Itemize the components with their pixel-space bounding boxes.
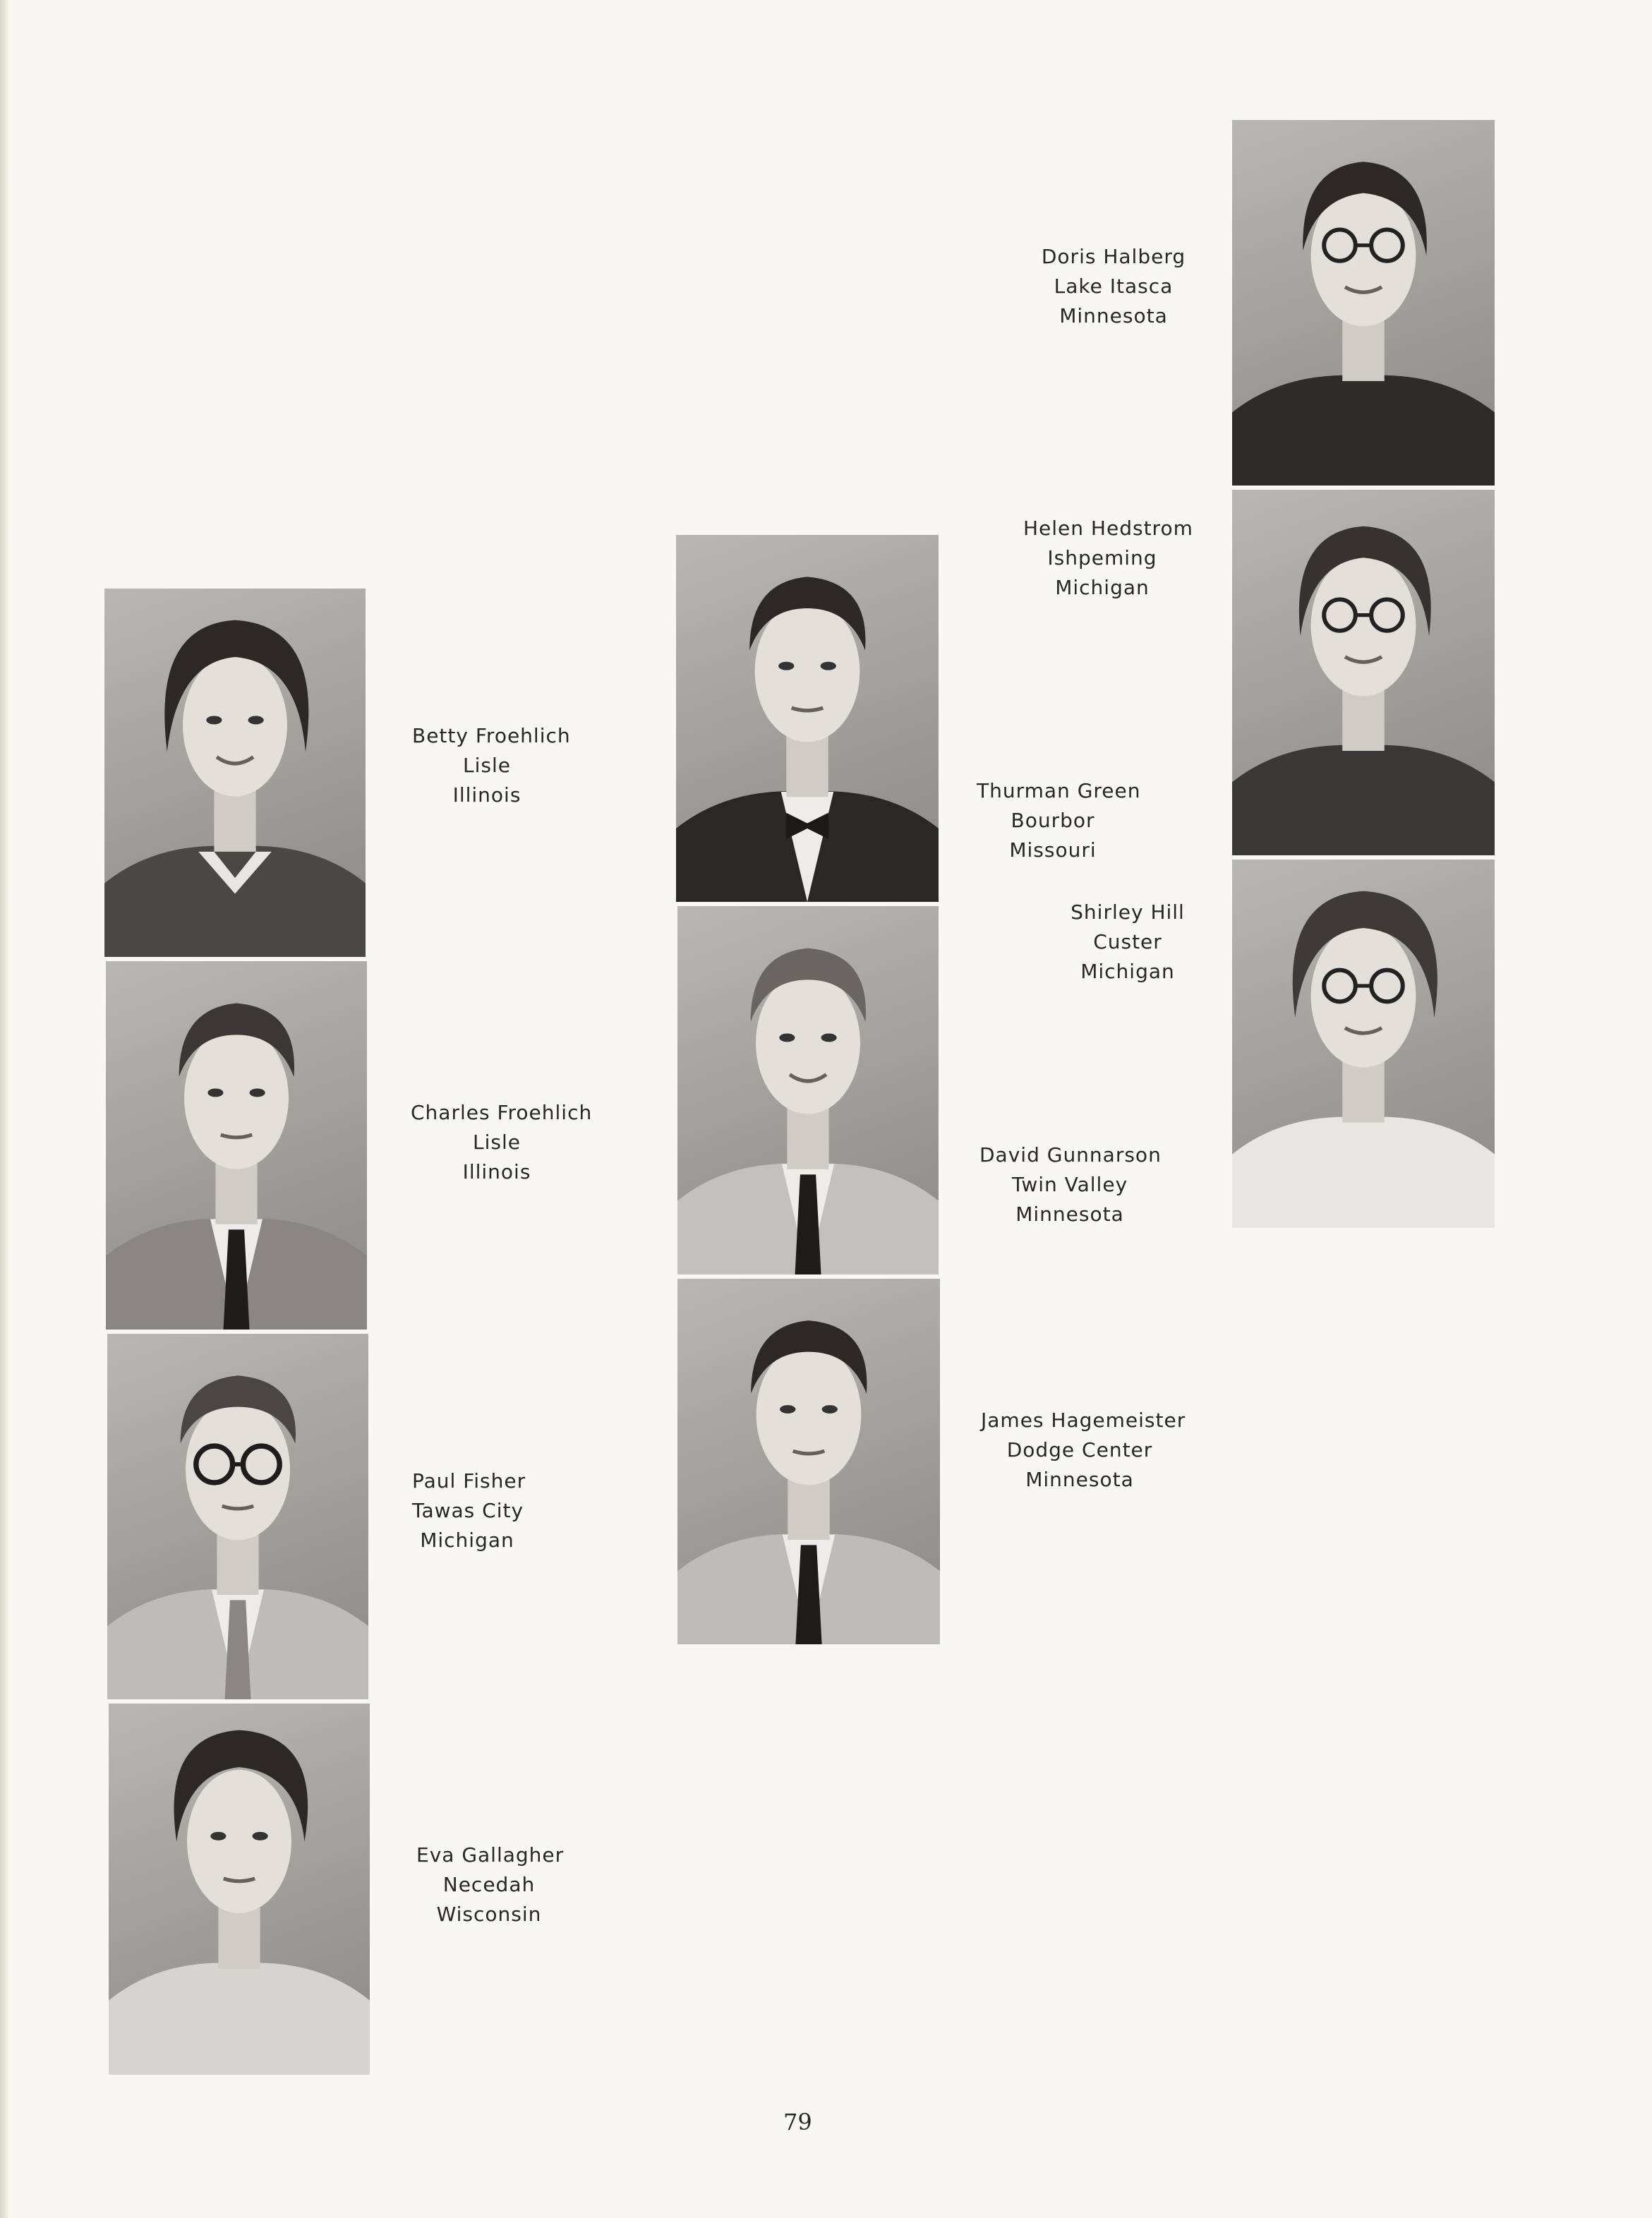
portrait-shirley-hill	[1232, 860, 1495, 1228]
page-edge	[0, 0, 10, 2218]
person-state: Illinois	[462, 1160, 531, 1183]
caption-helen-hedstrom	[1023, 514, 1193, 603]
caption-betty-froehlich	[412, 721, 571, 810]
portrait-betty-froehlich	[104, 589, 366, 957]
person-name: Eva Gallagher	[416, 1843, 565, 1867]
person-city: Lake Itasca	[1054, 275, 1174, 298]
person-state: Michigan	[1080, 960, 1175, 983]
caption-doris-halberg	[1037, 242, 1190, 331]
person-city: Custer	[1093, 930, 1162, 953]
person-name: James Hagemeister	[981, 1409, 1186, 1432]
person-city: Dodge Center	[1006, 1438, 1153, 1461]
portrait-doris-halberg	[1232, 120, 1495, 486]
person-city: Necedah	[442, 1873, 536, 1896]
person-city: Bourbor	[1011, 809, 1095, 832]
person-name: Doris Halberg	[1041, 245, 1186, 268]
person-city: Tawas City	[412, 1499, 524, 1522]
portrait-james-hagemeister	[677, 1279, 940, 1644]
person-city: Lisle	[473, 1131, 521, 1154]
person-city: Lisle	[463, 754, 511, 777]
portrait-helen-hedstrom	[1232, 490, 1495, 855]
portrait-eva-gallagher	[109, 1704, 370, 2075]
portrait-charles-froehlich	[106, 961, 367, 1330]
person-name: Paul Fisher	[412, 1469, 526, 1493]
person-name: Shirley Hill	[1071, 900, 1185, 924]
portrait-paul-fisher	[107, 1334, 368, 1699]
person-city: Ishpeming	[1047, 546, 1157, 569]
portrait-david-gunnarson	[677, 906, 939, 1274]
person-state: Wisconsin	[436, 1903, 542, 1926]
caption-paul-fisher	[412, 1466, 526, 1555]
person-state: Minnesota	[1015, 1203, 1124, 1226]
caption-thurman-green	[977, 776, 1141, 865]
caption-shirley-hill	[1062, 898, 1193, 987]
caption-charles-froehlich	[411, 1098, 593, 1187]
person-state: Missouri	[1009, 838, 1097, 862]
person-state: Michigan	[1055, 576, 1150, 599]
person-name: Helen Hedstrom	[1023, 517, 1193, 540]
person-city: Twin Valley	[1011, 1173, 1128, 1196]
person-name: Thurman Green	[977, 779, 1141, 802]
person-name: Betty Froehlich	[412, 724, 571, 747]
caption-james-hagemeister	[981, 1406, 1186, 1495]
person-state: Minnesota	[1025, 1468, 1134, 1491]
person-name: David Gunnarson	[979, 1143, 1162, 1167]
caption-eva-gallagher	[416, 1840, 565, 1929]
caption-david-gunnarson	[979, 1140, 1160, 1229]
person-state: Minnesota	[1059, 304, 1168, 327]
person-state: Illinois	[452, 783, 521, 807]
person-state: Michigan	[420, 1529, 514, 1552]
person-name: Charles Froehlich	[411, 1101, 593, 1124]
portrait-thurman-green	[676, 535, 939, 902]
page-number: 79	[783, 2109, 812, 2135]
